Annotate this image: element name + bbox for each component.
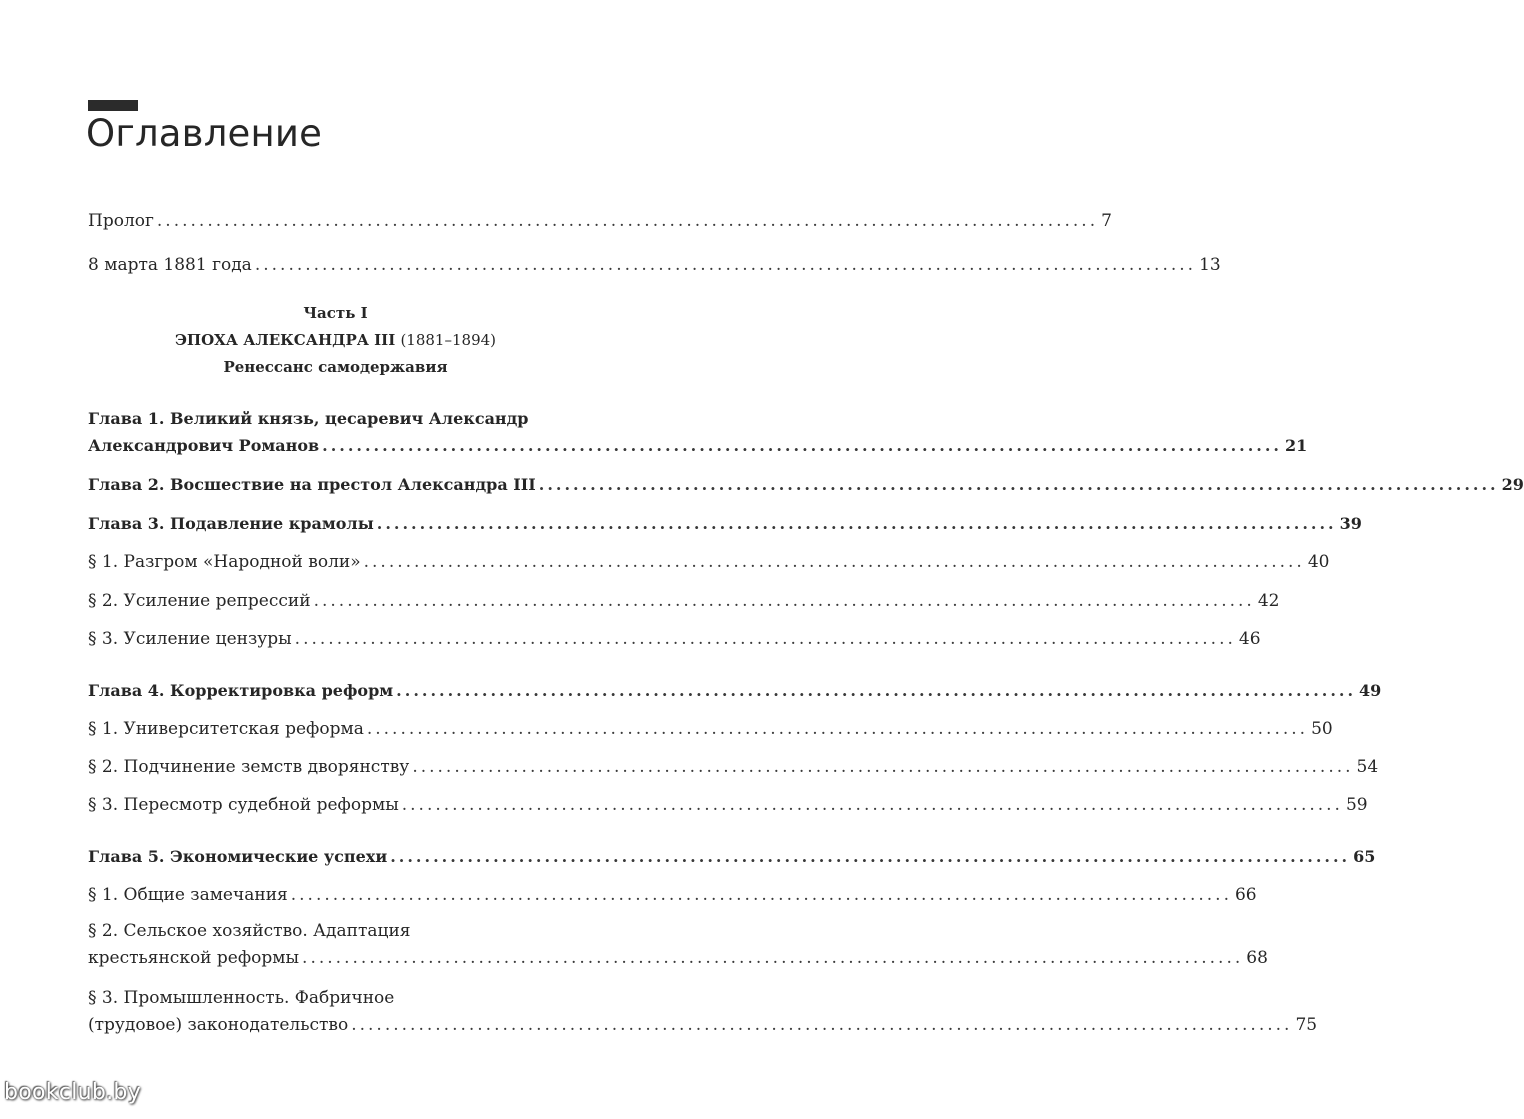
part-subtitle: Ренессанс самодержавия (223, 358, 448, 376)
toc-leader-dots: ................................................................................................................ (254, 255, 1197, 275)
toc-entry-march-1881 (88, 252, 1221, 278)
chapter-1-title-line1: Глава 1. Великий князь, цесаревич Александр (88, 409, 529, 428)
chapter-2-entry (88, 472, 1524, 498)
chapter-5-section-1 (88, 882, 1257, 908)
part-number: Часть I (303, 304, 368, 322)
toc-leader-dots: ................................................................................................................ (351, 1015, 1293, 1035)
toc-leader-dots: ................................................................................................................ (401, 795, 1343, 815)
toc-entry-page: 75 (1295, 1015, 1318, 1035)
toc-entry-page: 42 (1257, 591, 1280, 611)
chapter-4-section-3 (88, 792, 1368, 818)
toc-entry-title: § 1. Общие замечания (88, 885, 288, 905)
toc-entry-page: 49 (1359, 681, 1382, 700)
toc-entry-page: 46 (1238, 629, 1261, 649)
watermark-text: bookclub.by (4, 1080, 142, 1105)
toc-leader-dots: ................................................................................................................ (538, 475, 1499, 494)
toc-entry-prologue (88, 208, 1112, 234)
chapter-3-section-3 (88, 626, 1261, 652)
title-rule-bar (88, 100, 138, 111)
toc-entry-title: 8 марта 1881 года (88, 255, 252, 275)
toc-entry-page: 65 (1353, 847, 1376, 866)
toc-leader-dots: ................................................................................................................ (313, 591, 1255, 611)
chapter-4-entry (88, 678, 1382, 704)
page-title: Оглавление (86, 112, 323, 155)
toc-entry-title: Глава 4. Корректировка реформ (88, 681, 394, 700)
toc-entry-page: 7 (1101, 211, 1112, 231)
chapter-4-section-1 (88, 716, 1333, 742)
toc-entry-title: § 2. Усиление репрессий (88, 591, 311, 611)
toc-leader-dots: ................................................................................................................ (412, 757, 1354, 777)
toc-entry-page: 59 (1345, 795, 1368, 815)
toc-leader-dots: ................................................................................................................ (294, 629, 1236, 649)
toc-entry-title: крестьянской реформы (88, 948, 300, 968)
part-era-heading (88, 329, 583, 351)
chapter-5-section-3 (88, 1012, 1318, 1038)
chapter-5-section-2-line1: § 2. Сельское хозяйство. Адаптация (88, 921, 411, 941)
toc-entry-page: 21 (1285, 436, 1308, 455)
toc-entry-title: § 2. Подчинение земств дворянству (88, 757, 410, 777)
toc-entry-title: § 3. Усиление цензуры (88, 629, 292, 649)
toc-leader-dots: ................................................................................................................ (363, 552, 1305, 572)
toc-entry-page: 66 (1234, 885, 1257, 905)
toc-entry-title: Пролог (88, 211, 154, 231)
part-era-title: ЭПОХА АЛЕКСАНДРА III (174, 331, 396, 349)
toc-leader-dots: ................................................................................................................ (302, 948, 1244, 968)
toc-entry-title: Глава 3. Подавление крамолы (88, 514, 374, 533)
toc-entry-title: (трудовое) законодательство (88, 1015, 349, 1035)
toc-entry-page: 54 (1356, 757, 1379, 777)
toc-leader-dots: ................................................................................................................ (376, 514, 1337, 533)
toc-entry-page: 39 (1339, 514, 1362, 533)
chapter-3-entry (88, 511, 1362, 537)
part-era-years: (1881–1894) (400, 331, 497, 349)
toc-entry-page: 50 (1311, 719, 1333, 739)
toc-leader-dots: ................................................................................................................ (366, 719, 1309, 739)
chapter-5-entry (88, 844, 1376, 870)
toc-leader-dots: ................................................................................................................ (390, 847, 1351, 866)
chapter-4-section-2 (88, 754, 1379, 780)
chapter-5-section-2 (88, 945, 1268, 971)
toc-entry-title: § 1. Университетская реформа (88, 719, 364, 739)
chapter-1-entry (88, 433, 1308, 459)
toc-entry-page: 68 (1246, 948, 1268, 968)
toc-leader-dots: ................................................................................................................ (290, 885, 1232, 905)
toc-entry-title: § 3. Пересмотр судебной реформы (88, 795, 399, 815)
toc-entry-page: 40 (1307, 552, 1330, 572)
toc-entry-title: § 1. Разгром «Народной воли» (88, 552, 361, 572)
toc-entry-title: Глава 5. Экономические успехи (88, 847, 388, 866)
toc-entry-title: Александрович Романов (88, 436, 320, 455)
chapter-5-section-3-line1: § 3. Промышленность. Фабричное (88, 988, 395, 1008)
toc-leader-dots: ................................................................................................................ (396, 681, 1357, 700)
toc-leader-dots: ................................................................................................................ (156, 211, 1099, 231)
chapter-3-section-1 (88, 549, 1330, 575)
toc-entry-title: Глава 2. Восшествие на престол Александра III (88, 475, 536, 494)
toc-entry-page: 13 (1199, 255, 1221, 275)
toc-leader-dots: ................................................................................................................ (322, 436, 1282, 455)
chapter-3-section-2 (88, 588, 1280, 614)
toc-entry-page: 29 (1501, 475, 1524, 494)
